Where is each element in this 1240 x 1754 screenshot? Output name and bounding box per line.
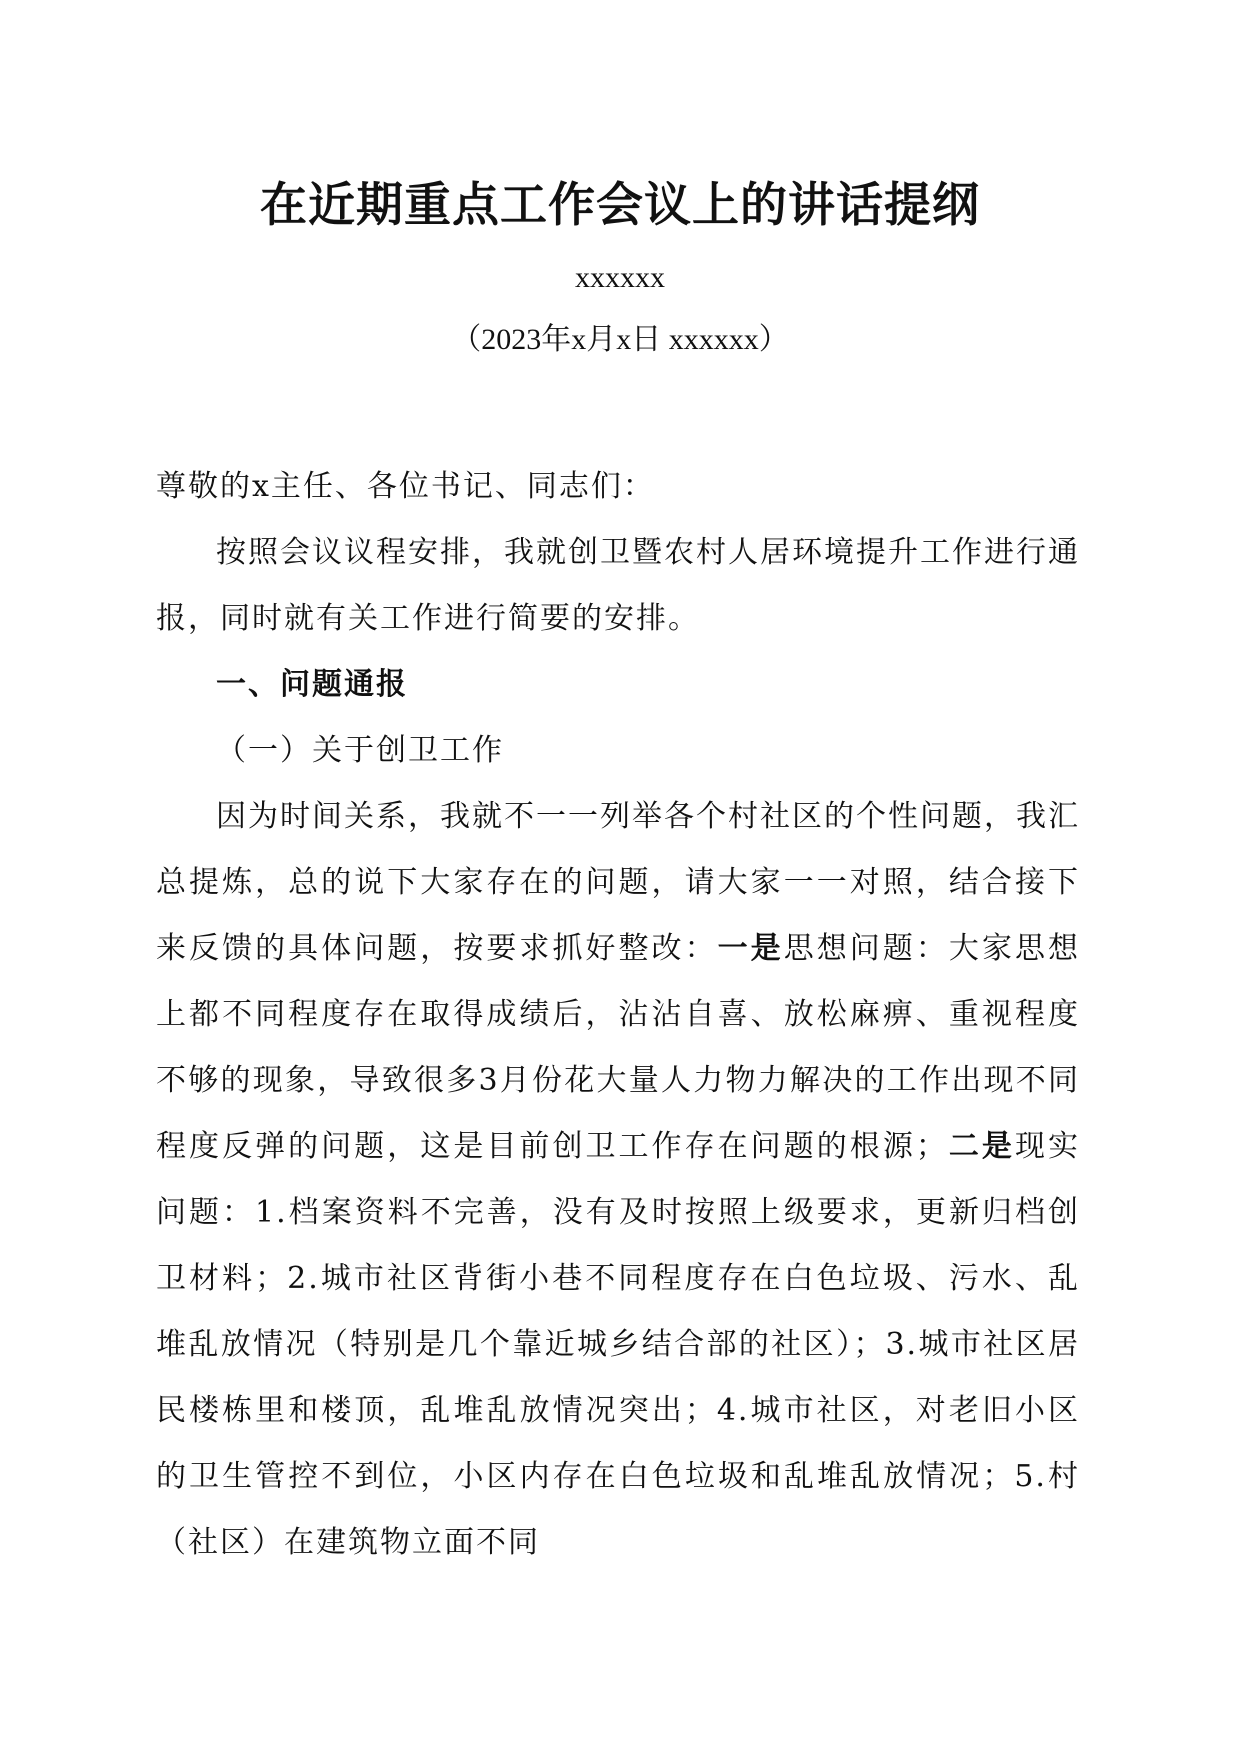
document-author: xxxxxx bbox=[575, 261, 665, 294]
document-title: 在近期重点工作会议上的讲话提纲 bbox=[260, 178, 980, 233]
document-body bbox=[156, 454, 1080, 1576]
section-heading-1: 一、问题通报 bbox=[216, 667, 408, 702]
paragraph-text: 现实问题：1.档案资料不完善，没有及时按照上级要求，更新归档创卫材料；2.城市社区背街小巷不同程度存在白色垃圾、污水、乱堆乱放情况（特别是几个靠近城乡结合部的社区）；3.城市社区居民楼栋里和楼顶，乱堆乱放情况突出；4.城市社区，对老旧小区的卫生管控不到位，小区内存在白色垃圾和乱堆乱放情况；5.村（社区）在建筑物立面不同 bbox=[156, 1129, 1081, 1560]
paragraph-text: 因为时间关系，我就不一一列举各个村社区的个性问题，我汇总提炼，总的说下大家存在的问题，请大家一一对照，结合接下来反馈的具体问题，按要求抓好整改： bbox=[156, 799, 1080, 966]
body-paragraph-1 bbox=[156, 784, 1080, 1576]
subsection-heading-1: （一）关于创卫工作 bbox=[216, 733, 504, 768]
paragraph-text: 思想问题：大家思想上都不同程度存在取得成绩后，沾沾自喜、放松麻痹、重视程度不够的现象，导致很多3月份花大量人力物力解决的工作出现不同程度反弹的问题，这是目前创卫工作存在问题的根源； bbox=[156, 931, 1081, 1164]
intro-paragraph: 按照会议议程安排，我就创卫暨农村人居环境提升工作进行通报，同时就有关工作进行简要的安排。 bbox=[156, 535, 1080, 636]
keyword-first: 一是 bbox=[717, 931, 784, 966]
keyword-second: 二是 bbox=[947, 1129, 1015, 1164]
salutation: 尊敬的x主任、各位书记、同志们： bbox=[156, 469, 655, 504]
document-date-line: （2023年x月x日 xxxxxx） bbox=[451, 323, 789, 356]
